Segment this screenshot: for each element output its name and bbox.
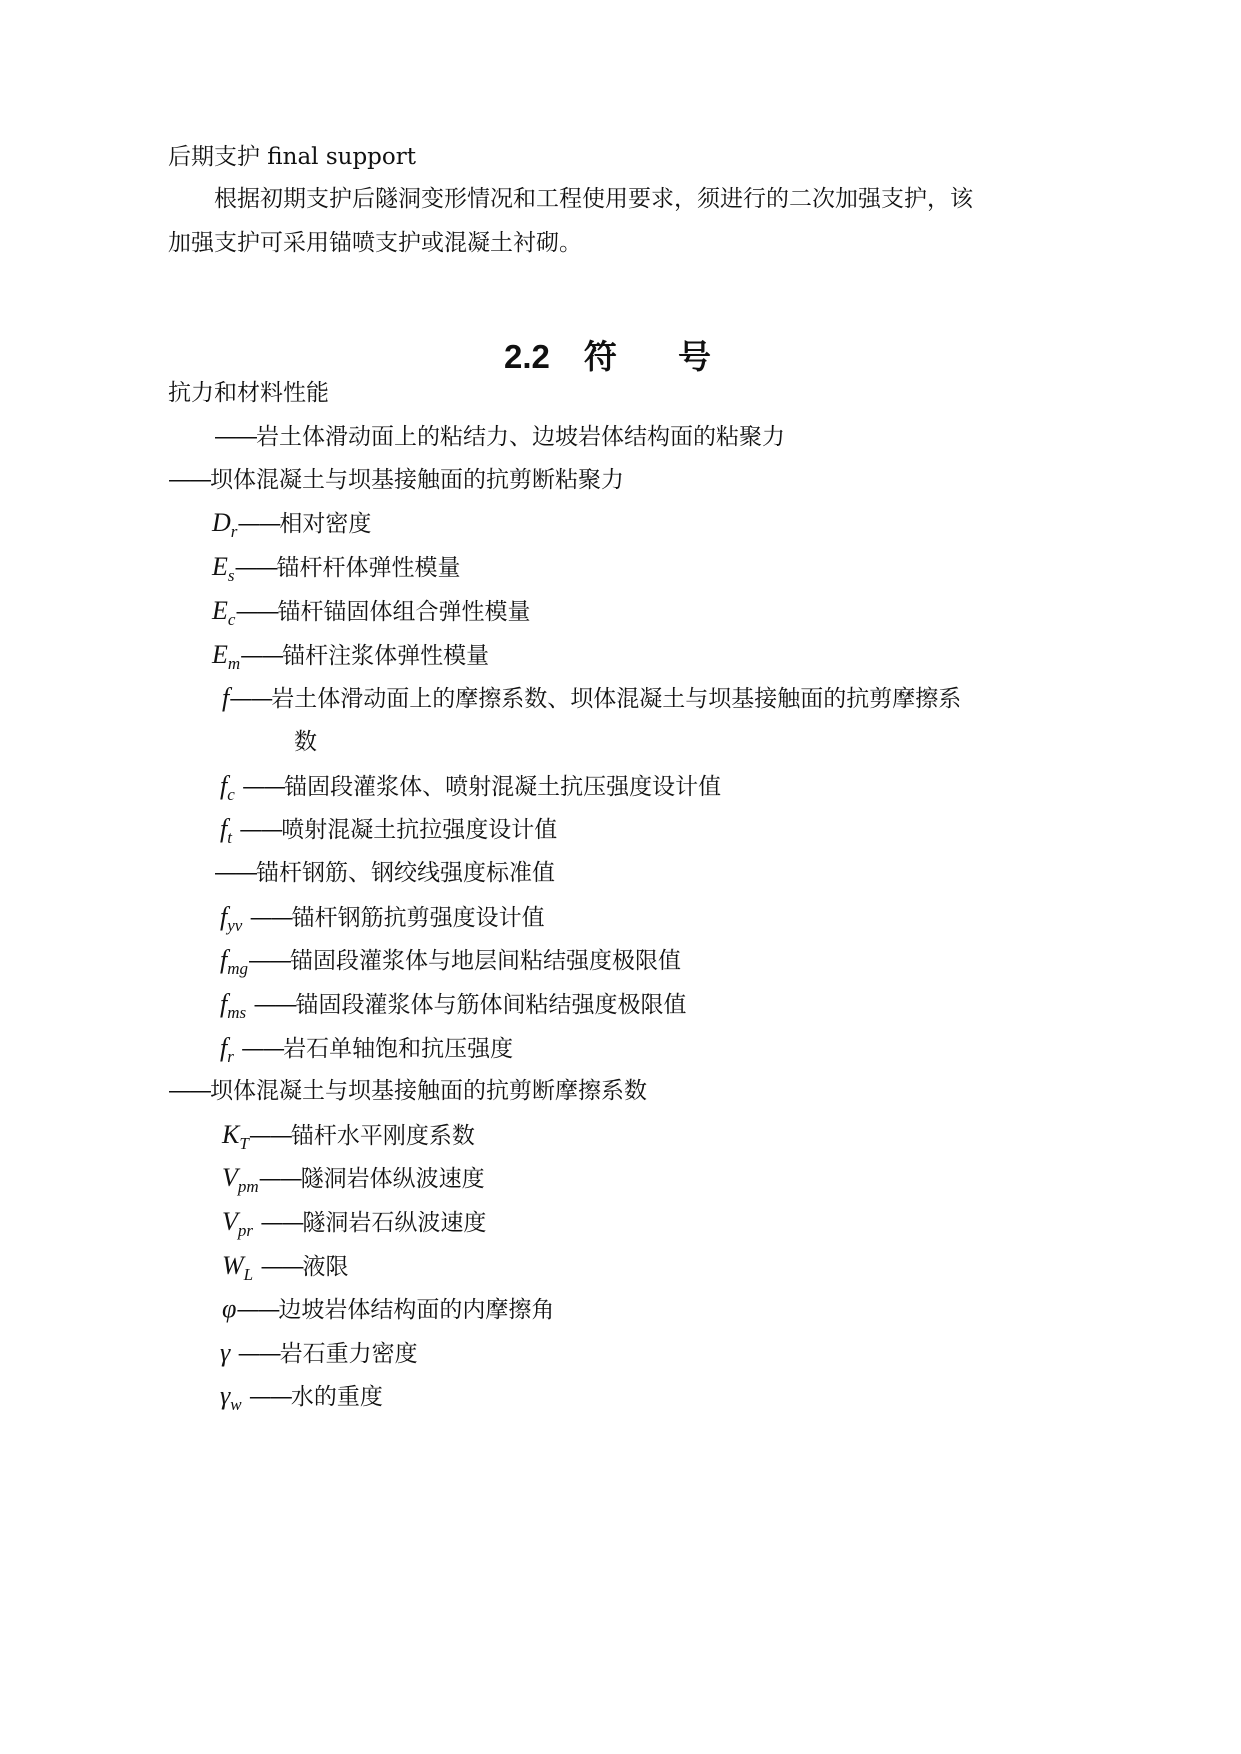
- dash: ——: [237, 511, 280, 537]
- dash: ——: [253, 992, 296, 1018]
- symbol-row: [212, 596, 530, 635]
- symbol-description-continuation: 数: [294, 729, 317, 755]
- dash: ——: [240, 643, 283, 669]
- symbol-subscript: r: [230, 522, 238, 541]
- dash: ——: [236, 1297, 279, 1323]
- dash: ——: [260, 1210, 303, 1236]
- symbol-description: 边坡岩体结构面的内摩擦角: [278, 1297, 555, 1323]
- symbol-description: 相对密度: [279, 511, 372, 537]
- symbol-description: 坝体混凝土与坝基接触面的抗剪断粘聚力: [210, 467, 624, 493]
- symbol-subscript: yv: [227, 916, 243, 935]
- symbol-row: [220, 1338, 418, 1369]
- symbol: V: [222, 1163, 238, 1192]
- symbol-row: [214, 858, 555, 888]
- symbol-description: 坝体混凝土与坝基接触面的抗剪断摩擦系数: [210, 1078, 647, 1104]
- symbol-subscript: pr: [237, 1221, 254, 1240]
- symbol-subscript: r: [227, 1047, 234, 1066]
- dash: ——: [249, 905, 292, 931]
- symbol: W: [222, 1251, 244, 1280]
- symbol-row: [212, 508, 371, 547]
- dash: ——: [168, 467, 210, 493]
- symbol-row: [220, 1381, 383, 1420]
- dash: ——: [229, 686, 272, 712]
- dash: ——: [237, 1341, 280, 1367]
- dash: ——: [258, 1166, 301, 1192]
- symbol-row: [222, 1163, 485, 1202]
- symbol: f: [220, 1033, 228, 1062]
- symbol-row: [222, 1251, 348, 1290]
- symbol-row: [220, 945, 681, 984]
- symbol: K: [222, 1120, 240, 1149]
- symbol-description: 锚杆杆体弹性模量: [276, 555, 461, 581]
- section-number: 2.2: [503, 338, 550, 375]
- dash: ——: [214, 860, 256, 886]
- symbol-row: [222, 683, 961, 714]
- dash: ——: [234, 555, 277, 581]
- dash: ——: [235, 599, 278, 625]
- symbol: φ: [222, 1294, 237, 1323]
- dash: ——: [168, 1078, 210, 1104]
- symbol-subscript: mg: [227, 959, 249, 978]
- symbol-row: [214, 422, 785, 452]
- symbol-subscript: c: [227, 785, 235, 804]
- symbol: γ: [220, 1338, 231, 1367]
- dash: ——: [242, 774, 285, 800]
- symbol-row: [220, 1033, 513, 1072]
- symbol-description: 锚杆钢筋、钢绞线强度标准值: [256, 860, 555, 886]
- symbol-row: [220, 814, 557, 853]
- dash: ——: [260, 1254, 303, 1280]
- symbol: f: [222, 683, 230, 712]
- symbol: E: [212, 596, 228, 625]
- symbol-row: [220, 989, 686, 1028]
- symbol: f: [220, 989, 228, 1018]
- symbol: f: [220, 902, 228, 931]
- symbol: E: [212, 640, 228, 669]
- term-definition-line-1: 根据初期支护后隧洞变形情况和工程使用要求，须进行的二次加强支护，该: [214, 186, 973, 212]
- symbol-description: 岩土体滑动面上的粘结力、边坡岩体结构面的粘聚力: [256, 424, 785, 450]
- dash: ——: [214, 424, 256, 450]
- symbol-row: [212, 640, 489, 679]
- symbol-subscript: ms: [227, 1003, 247, 1022]
- symbol-description: 岩石重力密度: [279, 1341, 418, 1367]
- term-definition-line-2: 加强支护可采用锚喷支护或混凝土衬砌。: [168, 230, 582, 256]
- symbol-description: 锚固段灌浆体与地层间粘结强度极限值: [290, 948, 682, 974]
- symbol-row: [168, 465, 624, 495]
- symbol-row: [220, 902, 545, 941]
- symbol: γ: [220, 1381, 231, 1410]
- symbol-subscript: m: [227, 654, 241, 673]
- symbol-description: 岩土体滑动面上的摩擦系数、坝体混凝土与坝基接触面的抗剪摩擦系: [271, 686, 962, 712]
- symbol: D: [212, 508, 231, 537]
- symbol-subscript: L: [243, 1265, 254, 1284]
- symbol-row: [220, 771, 721, 810]
- dash: ——: [248, 1384, 291, 1410]
- symbol-row: [212, 552, 461, 591]
- dash: ——: [248, 1123, 291, 1149]
- symbol-description: 锚固段灌浆体、喷射混凝土抗压强度设计值: [284, 774, 722, 800]
- symbol: f: [220, 814, 228, 843]
- symbol-description: 锚杆注浆体弹性模量: [282, 643, 490, 669]
- symbol-subscript: s: [227, 566, 235, 585]
- symbol-description: 锚杆锚固体组合弹性模量: [277, 599, 531, 625]
- symbol-subscript: c: [227, 610, 236, 629]
- section-title: 符 号: [583, 338, 738, 375]
- symbol: f: [220, 771, 228, 800]
- symbol-description: 锚固段灌浆体与筋体间粘结强度极限值: [295, 992, 687, 1018]
- symbol: f: [220, 945, 228, 974]
- section-heading: [0, 337, 1241, 377]
- dash: ——: [239, 817, 282, 843]
- symbol-description: 隧洞岩石纵波速度: [302, 1210, 487, 1236]
- category-heading: 抗力和材料性能: [168, 380, 329, 406]
- symbol-description: 锚杆钢筋抗剪强度设计值: [291, 905, 545, 931]
- symbol-description: 喷射混凝土抗拉强度设计值: [281, 817, 558, 843]
- dash: ——: [241, 1036, 284, 1062]
- symbol-subscript: pm: [237, 1177, 259, 1196]
- symbol: E: [212, 552, 228, 581]
- symbol-row: [222, 1120, 475, 1159]
- symbol-description: 水的重度: [290, 1384, 383, 1410]
- symbol-row: [222, 1294, 554, 1325]
- symbol: V: [222, 1207, 238, 1236]
- symbol-description: 岩石单轴饱和抗压强度: [283, 1036, 514, 1062]
- symbol-description: 液限: [302, 1254, 349, 1280]
- term-title: 后期支护 final support: [168, 144, 416, 170]
- symbol-subscript: t: [227, 828, 232, 847]
- symbol-subscript: T: [239, 1134, 249, 1153]
- symbol-subscript: w: [230, 1395, 242, 1414]
- symbol-description: 锚杆水平刚度系数: [290, 1123, 475, 1149]
- symbol-row: [222, 1207, 486, 1246]
- symbol-row: [168, 1076, 647, 1106]
- dash: ——: [248, 948, 291, 974]
- symbol-description: 隧洞岩体纵波速度: [300, 1166, 485, 1192]
